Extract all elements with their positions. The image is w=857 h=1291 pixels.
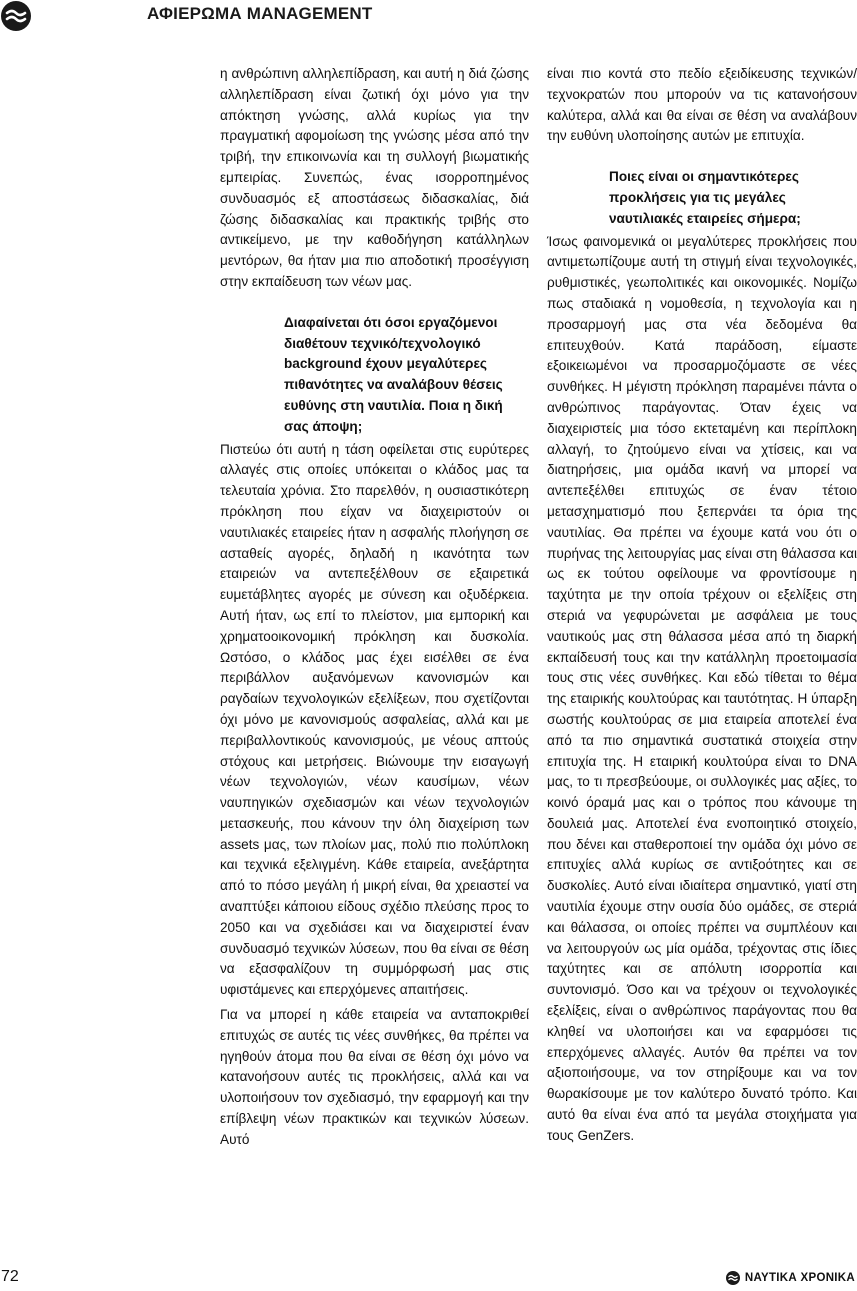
footer-brand (726, 1268, 855, 1288)
interview-question: Ποιες είναι οι σημαντικότερες προκλήσεις για τις μεγάλες ναυτιλιακές εταιρείες σήμερα; (609, 169, 801, 226)
paragraph: Ίσως φαινομενικά οι μεγαλύτερες προκλήσεις που αντιμετωπίζουμε αυτή τη στιγμή είναι τεχνολογικές, ρυθμιστικές, γεωπολιτικές και οικονομικές. Νομίζω πως σταδιακά η νομοθεσία, η τεχνολογία και η προσαρμογή μας στα νέα δεδομένα θα επιτευχθούν. Κατά παράδοση, είμαστε εξοικειωμένοι να προσαρμοζόμαστε σε νέες συνθήκες. Η μέγιστη πρόκληση παραμένει πάντα ο ανθρώπινος παράγοντας. Όταν έχεις να διαχειριστείς μια τόσο εκτεταμένη και περίπλοκη αλλαγή, το ζητούμενο είναι να χτίσεις, και να διατηρήσεις, μια ομάδα ικανή να μπορεί να αντεπεξέλθει επιτυχώς σε έναν τέτοιο μετασχηματισμό που ξεπερνάει τα όρια της ναυτιλίας. Θα πρέπει να έχουμε κατά νου ότι ο πυρήνας της λειτουργίας μας είναι στη θάλασσα και ως εκ τούτου οφείλουμε να φροντίσουμε η ταχύτητα με την οποία τρέχουν οι εξελίξεις στη στεριά να γεφυρώνεται με ασφάλεια με τους ναυτικούς μας στη θάλασσα μέσα από τη διαρκή εκπαίδευσή τους και την κατάλληλη προετοιμασία τους στις νέες συνθήκες. Και εδώ τίθεται το θέμα της εταιρικής κουλτούρας και ταυτότητας. Η ύπαρξη σωστής κουλτούρας σε μια εταιρεία αποτελεί ένα από τα πιο σημαντικά συστατικά στοιχεία στην επιτυχία της. Η εταιρική κουλτούρα είναι το DNA μας, το τι πρεσβεύουμε, οι συλλογικές μας αξίες, το κοινό όραμά μας και ο τρόπος που κάνουμε τη δουλειά μας. Αποτελεί ένα ενοποιητικό στοιχείο, που δένει και σταθεροποιεί την ομάδα όχι μόνο σε επιτυχίες αλλά κυρίως σε αντιξοότητες και σε δυσκολίες. Αυτό είναι ιδιαίτερα σημαντικό, γιατί στη ναυτιλία έχουμε στην ουσία δύο ομάδες, σε στεριά και θάλασσα, οι οποίες πρέπει να συμπλέουν και να λειτουργούν ως μία ομάδα, τρέχοντας στις ίδιες ταχύτητες και σε απόλυτη ισορροπία και συντονισμό. Όσο και να τρέχουν οι τεχνολογικές εξελίξεις, είναι ο ανθρώπινος παράγοντας που θα κληθεί να υλοποιήσει και να εφαρμόσει τις επερχόμενες αλλαγές. Αυτόν θα πρέπει να τον αξιοποιήσουμε, να τον στηρίξουμε και να τον θωρακίσουμε με τον καλύτερο δυνατό τρόπο. Και αυτό θα είναι ένα από τα μεγάλα στοιχήματα για τους GenZers. (547, 233, 857, 1143)
right-column (547, 64, 857, 1151)
wave-logo-icon (1, 1, 31, 31)
brand-name: ΝΑΥΤΙΚΑ ΧΡΟΝΙΚΑ (744, 1272, 855, 1284)
section-title: ΑΦΙΕΡΩΜΑ MANAGEMENT (147, 4, 373, 23)
paragraph: Πιστεύω ότι αυτή η τάση οφείλεται στις ευρύτερες αλλαγές στις οποίες υπόκειται ο κλάδος μας τα τελευταία χρόνια. Στο παρελθόν, η ουσιαστικότερη πρόκληση που είχαν να διαχειριστούν οι ναυτιλιακές εταιρείες ήταν η ασφαλής πλοήγηση σε ασταθείς αγορές, δηλαδή η ικανότητα των εταιρειών να αντεπεξέλθουν σε εξαιρετικά ευμετάβλητες αγορές με σύνεση και οξυδέρκεια. Αυτή ήταν, ως επί το πλείστον, μια εμπορική και χρηματοοικονομική πρόκληση και δυσκολία. Ωστόσο, ο κλάδος μας έχει εισέλθει σε ένα περιβάλλον αυξανόμενων κανονισμών και ραγδαίων τεχνολογικών εξελίξεων, που σχετίζονται όχι μόνο με κανονισμούς ασφαλείας, αλλά και με περιβαλλοντικούς κανονισμούς, με νέους απτούς στόχους και μετρήσεις. Βιώνουμε την εισαγωγή νέων τεχνολογιών, νέων καυσίμων, νέων ναυπηγικών σχεδιασμών και νέων τεχνολογιών μετασκευής, που κάνουν την όλη διαχείριση των assets μας, των πλοίων μας, πολύ πιο πολύπλοκη και τεχνικά εξελιγμένη. Κάθε εταιρεία, ανεξάρτητα από το πόσο μεγάλη ή μικρή είναι, θα χρειαστεί να αναπτύξει κάποιου είδους σχέδιο πλεύσης προς το 2050 και να σχεδιάσει και να διαχειριστεί έναν συνδυασμό τεχνικών λύσεων, που θα είναι σε θέση να εξασφαλίζουν τη συμμόρφωσή μας στις υφιστάμενες και επερχόμενες απαιτήσεις. (220, 441, 529, 998)
paragraph: η ανθρώπινη αλληλεπίδραση, και αυτή η διά ζώσης αλληλεπίδραση είναι ζωτική όχι μόνο για την απόκτηση γνώσης, αλλά κυρίως για την πραγματική αφομοίωση της γνώσης μέσα από την τριβή, την επικοινωνία και τη συλλογή βιωματικής εμπειρίας. Συνεπώς, ένας ισορροπημένος συνδυασμός εξ αποστάσεως διδασκαλίας, διά ζώσης διδασκαλίας και πρακτικής τριβής στο αντικείμενο, με την καθοδήγηση κατάλληλων μεντόρων, θα ήταν μια πιο αποδοτική προσέγγιση στην εκπαίδευση των νέων μας. (220, 66, 529, 289)
page-number: 72 (1, 1268, 19, 1285)
wave-logo-icon (726, 1271, 740, 1285)
paragraph: είναι πιο κοντά στο πεδίο εξειδίκευσης τεχνικών/τεχνοκρατών που μπορούν να τις κατανοήσουν καλύτερα, αλλά και θα είναι σε θέση να αναλάβουν την ευθύνη υλοποίησης αυτών με επιτυχία. (547, 66, 857, 144)
left-column (220, 64, 529, 1155)
paragraph: Για να μπορεί η κάθε εταιρεία να ανταποκριθεί επιτυχώς σε αυτές τις νέες συνθήκες, θα πρέπει να ηγηθούν άτομα που θα είναι σε θέση όχι μόνο να κατανοήσουν αυτές τις προκλήσεις, αλλά και να υλοποιήσουν τον σχεδιασμό, την εφαρμογή και την επίβλεψη νέων πρακτικών και τεχνικών λύσεων. Αυτό (220, 1007, 529, 1147)
interview-question: Διαφαίνεται ότι όσοι εργαζόμενοι διαθέτουν τεχνικό/τεχνολογικό background έχουν μεγαλύτερες πιθανότητες να αναλάβουν θέσεις ευθύνης στη ναυτιλία. Ποια η δική σας άποψη; (284, 314, 503, 434)
